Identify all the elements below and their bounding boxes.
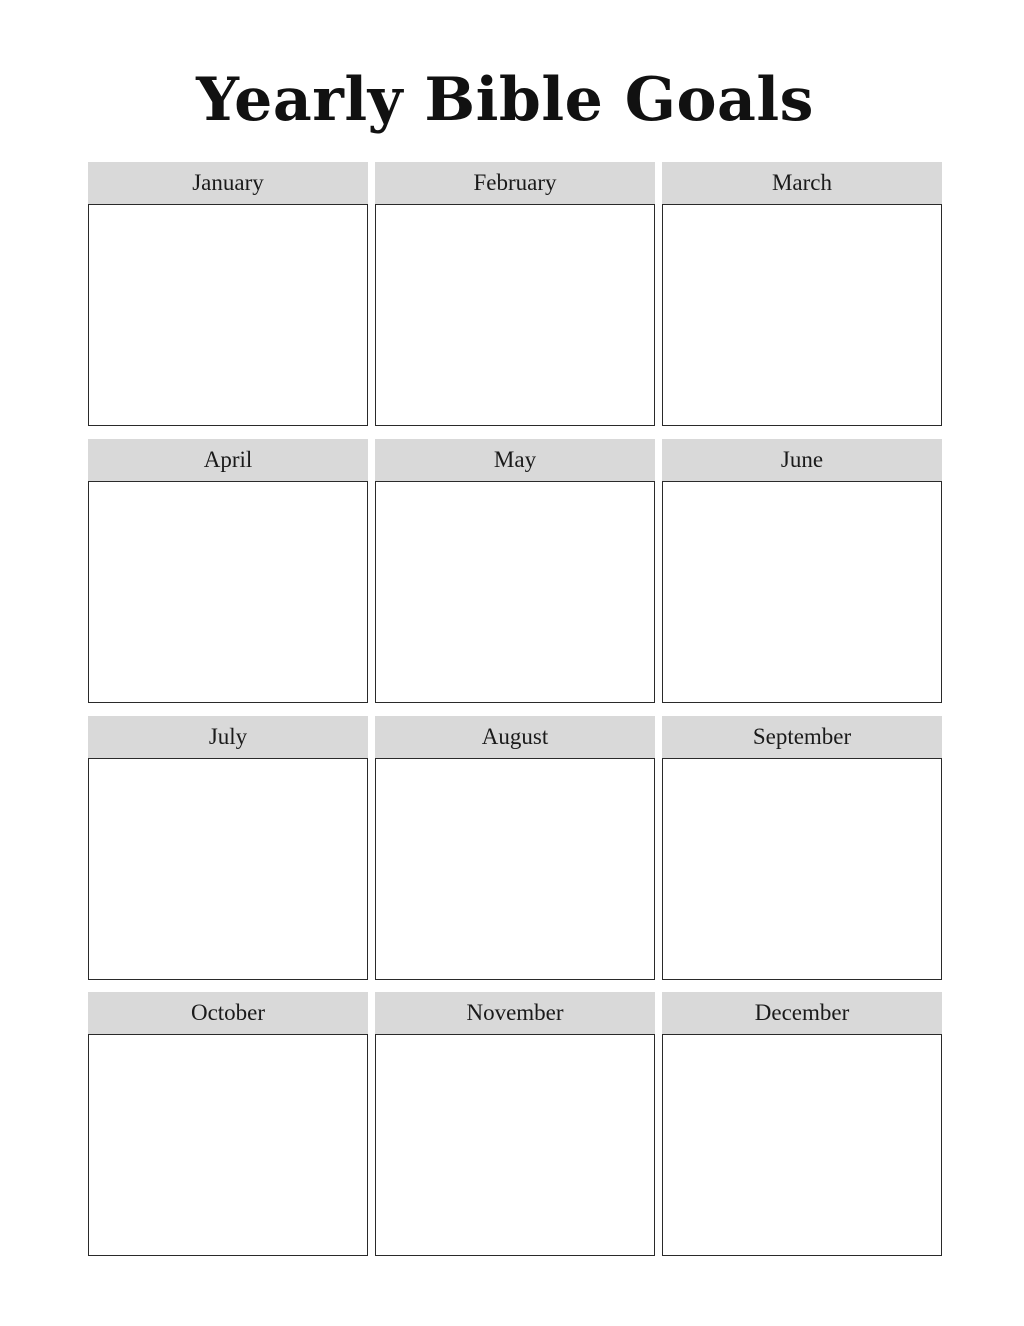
month-card-august (375, 716, 655, 980)
months-grid (88, 162, 942, 1257)
month-card-october (88, 992, 368, 1256)
month-goal-box-july[interactable] (88, 758, 368, 980)
month-goal-box-june[interactable] (662, 481, 942, 703)
month-goal-box-december[interactable] (662, 1034, 942, 1256)
month-card-april (88, 439, 368, 703)
month-goal-box-february[interactable] (375, 204, 655, 426)
month-goal-box-september[interactable] (662, 758, 942, 980)
month-header-august: August (375, 716, 655, 758)
month-goal-box-may[interactable] (375, 481, 655, 703)
month-card-december (662, 992, 942, 1256)
month-header-june: June (662, 439, 942, 481)
month-header-july: July (88, 716, 368, 758)
month-header-november: November (375, 992, 655, 1034)
month-card-june (662, 439, 942, 703)
month-header-september: September (662, 716, 942, 758)
month-header-february: February (375, 162, 655, 204)
month-goal-box-april[interactable] (88, 481, 368, 703)
month-card-january (88, 162, 368, 426)
month-goal-box-january[interactable] (88, 204, 368, 426)
month-card-march (662, 162, 942, 426)
month-card-november (375, 992, 655, 1256)
month-header-december: December (662, 992, 942, 1034)
month-goal-box-november[interactable] (375, 1034, 655, 1256)
month-card-september (662, 716, 942, 980)
month-header-march: March (662, 162, 942, 204)
month-header-april: April (88, 439, 368, 481)
month-card-july (88, 716, 368, 980)
month-card-may (375, 439, 655, 703)
month-header-january: January (88, 162, 368, 204)
month-header-may: May (375, 439, 655, 481)
month-goal-box-august[interactable] (375, 758, 655, 980)
month-goal-box-october[interactable] (88, 1034, 368, 1256)
page-title: Yearly Bible Goals (196, 65, 814, 135)
month-card-february (375, 162, 655, 426)
month-header-october: October (88, 992, 368, 1034)
month-goal-box-march[interactable] (662, 204, 942, 426)
